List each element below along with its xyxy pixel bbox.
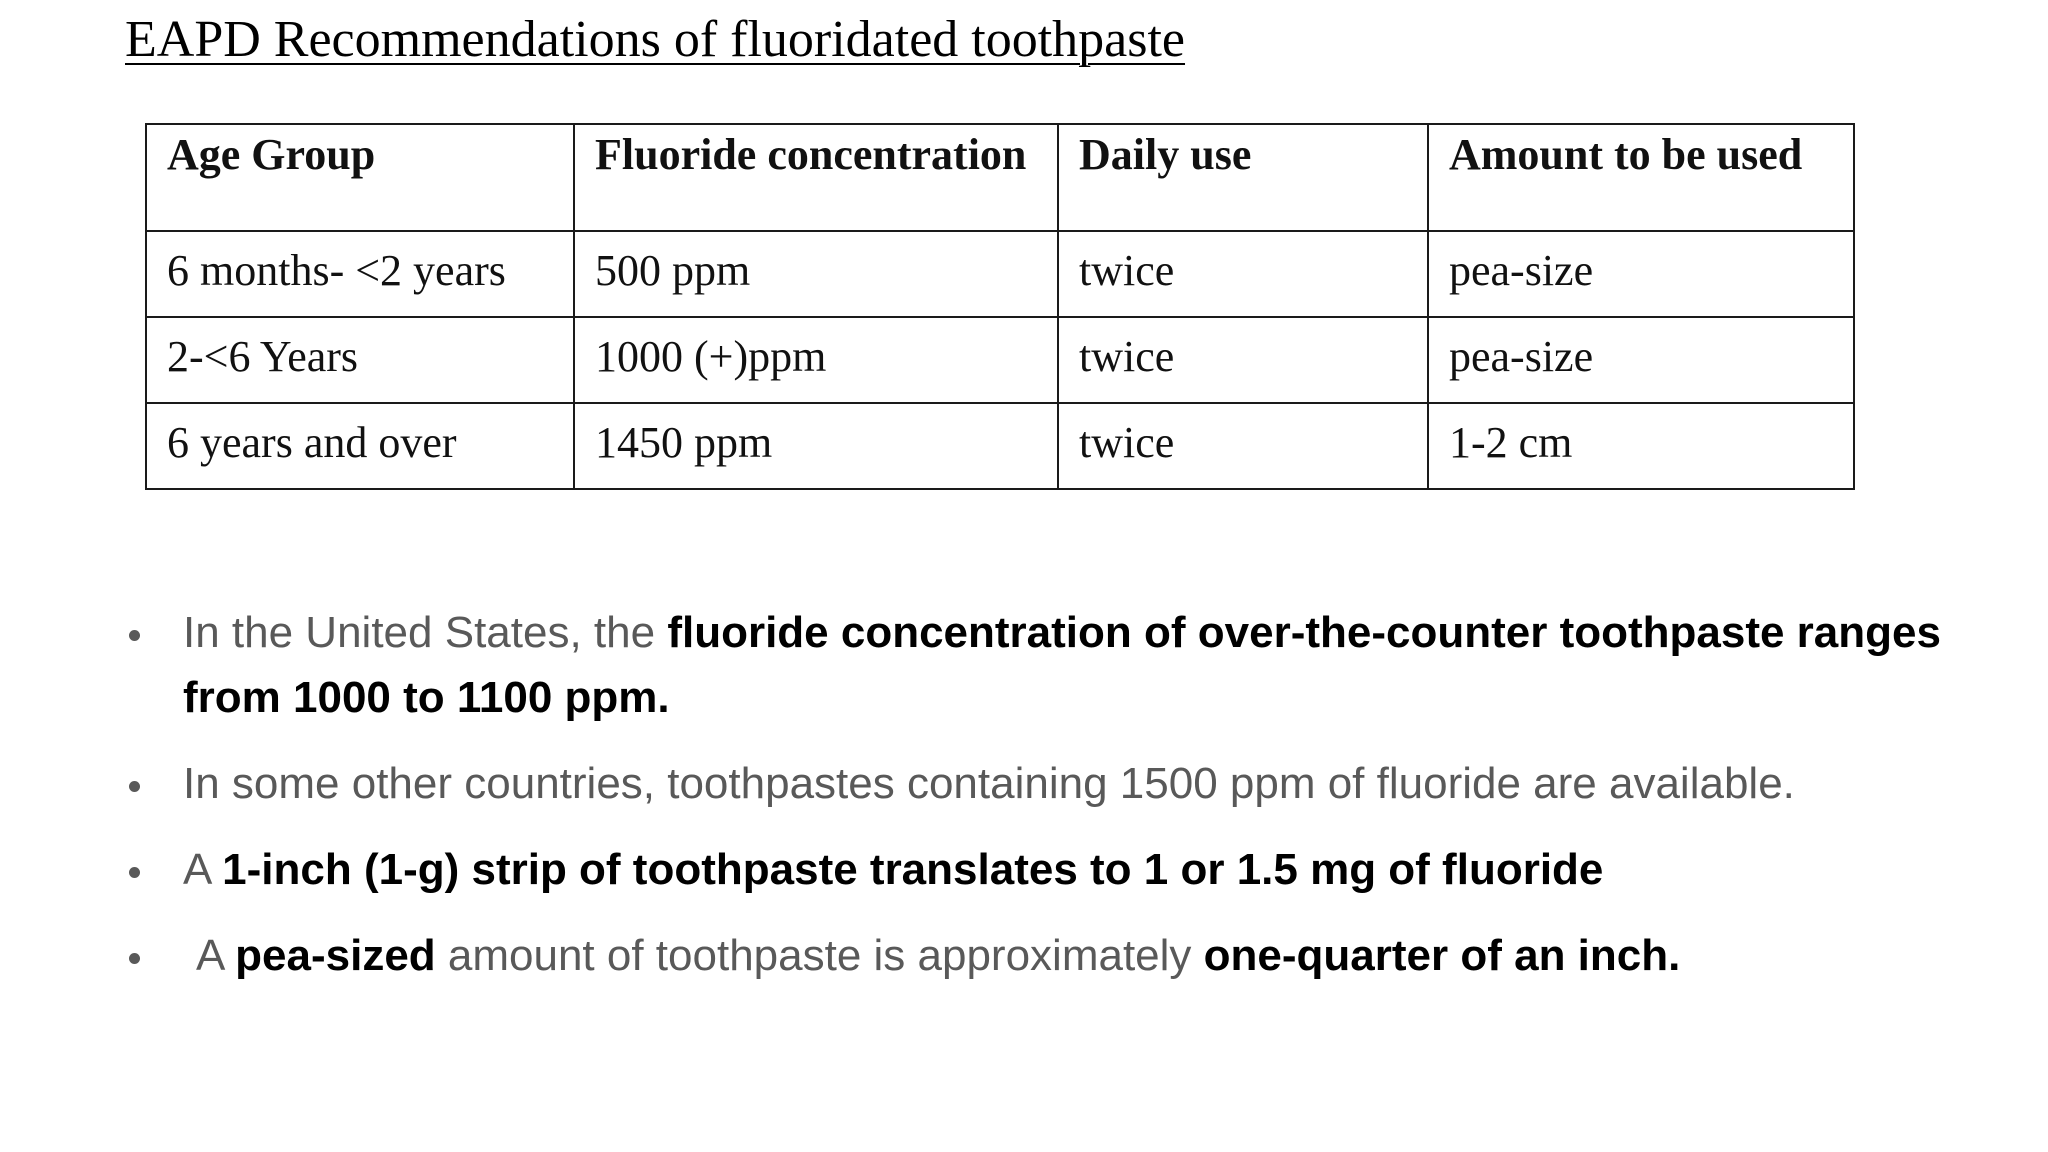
cell-amount: pea-size	[1428, 231, 1854, 317]
bullet-text: In some other countries, toothpastes containing 1500 ppm of fluoride are available.	[183, 759, 1795, 808]
page-title: EAPD Recommendations of fluoridated toothpaste	[125, 11, 1186, 68]
cell-fluoride-concentration: 1450 ppm	[574, 403, 1058, 489]
list-item	[125, 600, 2025, 730]
list-item	[125, 837, 2025, 902]
bullet-dot-icon	[129, 781, 140, 792]
cell-age-group: 6 years and over	[146, 403, 574, 489]
cell-age-group: 6 months- <2 years	[146, 231, 574, 317]
cell-fluoride-concentration: 1000 (+)ppm	[574, 317, 1058, 403]
cell-fluoride-concentration: 500 ppm	[574, 231, 1058, 317]
bullet-text: amount of toothpaste is approximately	[435, 931, 1204, 980]
cell-amount: pea-size	[1428, 317, 1854, 403]
bullet-emphasis: 1-inch (1-g) strip of toothpaste translates to 1 or 1.5 mg of fluoride	[222, 845, 1604, 894]
cell-daily-use: twice	[1058, 231, 1428, 317]
cell-daily-use: twice	[1058, 317, 1428, 403]
header-age-group: Age Group	[146, 124, 574, 231]
bullet-text: A	[183, 845, 223, 894]
table-row	[146, 317, 1854, 403]
header-daily-use: Daily use	[1058, 124, 1428, 231]
bullet-text: In the United States, the	[183, 608, 668, 657]
recommendations-table	[145, 123, 1855, 490]
bullet-dot-icon	[129, 867, 140, 878]
bullet-dot-icon	[129, 953, 140, 964]
header-amount-to-be-used: Amount to be used	[1428, 124, 1854, 231]
cell-amount: 1-2 cm	[1428, 403, 1854, 489]
table-row	[146, 403, 1854, 489]
bullet-text: A	[196, 931, 236, 980]
table-row	[146, 231, 1854, 317]
bullet-list	[125, 600, 2025, 1009]
bullet-dot-icon	[129, 630, 140, 641]
bullet-emphasis: fluoride concentration of over-the-counter toothpaste ranges from 1000 to 1100 ppm.	[183, 608, 1941, 722]
cell-daily-use: twice	[1058, 403, 1428, 489]
bullet-emphasis: one-quarter of an inch.	[1203, 931, 1681, 980]
list-item	[125, 751, 2025, 816]
cell-age-group: 2-<6 Years	[146, 317, 574, 403]
bullet-emphasis: pea-sized	[235, 931, 436, 980]
table-header-row	[146, 124, 1854, 231]
header-fluoride-concentration: Fluoride concentration	[574, 124, 1058, 231]
list-item	[125, 923, 2025, 988]
